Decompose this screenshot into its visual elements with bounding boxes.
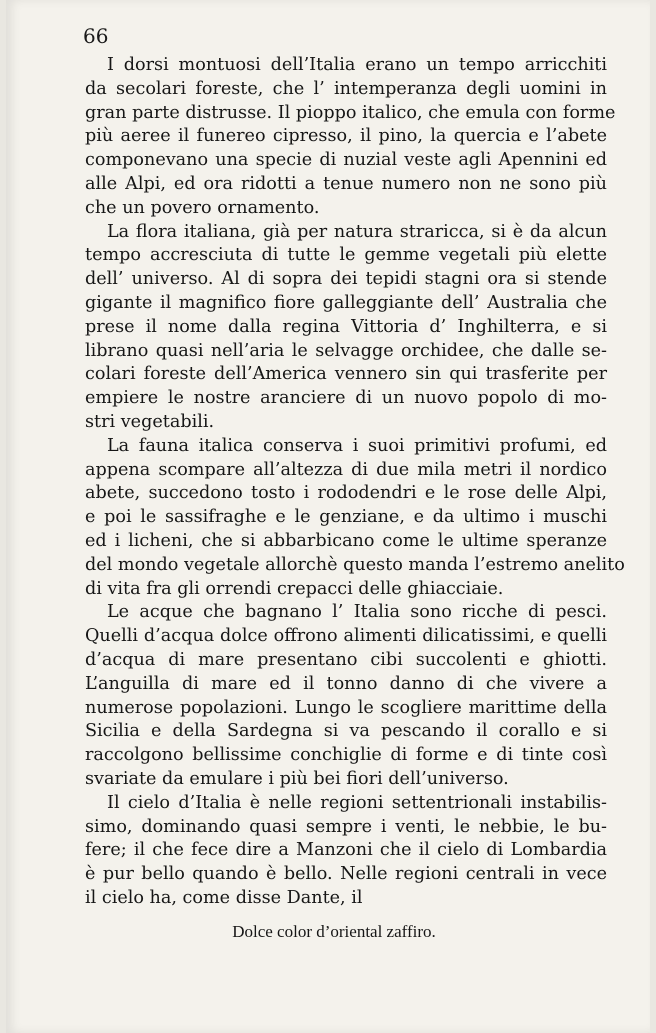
text-line: I dorsi montuosi dell’Italia erano un tempo arricchiti (107, 55, 607, 75)
text-line: La flora italiana, già per natura straricca, si è da alcun (107, 221, 607, 242)
text-line: appena scompare all’altezza di due mila metri il nordico (85, 459, 607, 480)
text-line: L’anguilla di mare ed il tonno danno di che vivere a (85, 673, 607, 694)
text-line: stri vegetabili. (85, 411, 215, 432)
text-line: Quelli d’acqua dolce offrono alimenti dilicatissimi, e quelli (85, 626, 607, 647)
text-line: tempo accresciuta di tutte le gemme vegetali più elette (85, 245, 607, 266)
text-line: empiere le nostre aranciere di un nuovo popolo di mo- (85, 388, 607, 409)
text-line: colari foreste dell’America vennero sin qui trasferite per (85, 364, 607, 385)
text-line: che un povero ornamento. (85, 197, 320, 218)
text-line: più aeree il funereo cipresso, il pino, la quercia e l’abete (85, 126, 607, 147)
text-line: da secolari foreste, che l’ intemperanza degli uomini in (85, 78, 607, 99)
text-line: di vita fra gli orrendi crepacci delle ghiacciaie. (85, 578, 504, 599)
text-line: La fauna italica conserva i suoi primitivi profumi, ed (107, 435, 607, 456)
text-line: e poi le sassifraghe e le genziane, e da ultimo i muschi (85, 507, 607, 528)
text-line: prese il nome dalla regina Vittoria d’ Inghilterra, e si (85, 316, 607, 337)
text-line: svariate da emulare i più bei fiori dell’universo. (85, 768, 509, 789)
text-line: simo, dominando quasi sempre i venti, le nebbie, le bu- (85, 816, 607, 837)
text-line: è pur bello quando è bello. Nelle regioni centrali in vece (85, 864, 607, 885)
text-line: fere; il che fece dire a Manzoni che il cielo di Lombardia (85, 840, 607, 861)
body-text (85, 54, 625, 911)
text-line: d’acqua di mare presentano cibi succolenti e ghiotti. (85, 649, 607, 670)
text-line: raccolgono bellissime conchiglie di forme e di tinte così (85, 745, 607, 766)
text-line: alle Alpi, ed ora ridotti a tenue numero non ne sono più (85, 173, 607, 194)
book-page (6, 0, 650, 1033)
text-line: il cielo ha, come disse Dante, il (85, 887, 363, 908)
text-line: del mondo vegetale allorchè questo manda l’estremo anelito (85, 554, 625, 575)
text-line: dell’ universo. Al di sopra dei tepidi stagni ora si stende (85, 269, 607, 290)
page-number: 66 (83, 24, 109, 48)
text-line: numerose popolazioni. Lungo le scogliere marittime della (85, 697, 607, 718)
text-line: gigante il magnifico fiore galleggiante dell’ Australia che (85, 292, 607, 313)
text-line: Sicilia e della Sardegna si va pescando il corallo e si (85, 721, 607, 742)
text-line: componevano una specie di nuzial veste agli Apennini ed (85, 150, 607, 171)
text-line: Il cielo d’Italia è nelle regioni settentrionali instabilis- (107, 792, 607, 813)
text-line: Le acque che bagnano l’ Italia sono ricche di pesci. (107, 602, 607, 623)
quoted-verse: Dolce color d’oriental zaffiro. (232, 922, 436, 941)
text-line: ed i licheni, che si abbarbicano come le ultime speranze (85, 530, 607, 551)
text-line: abete, succedono tosto i rododendri e le rose delle Alpi, (85, 483, 607, 504)
text-line: gran parte distrusse. Il pioppo italico, che emula con forme (85, 102, 616, 123)
text-line: librano quasi nell’aria le selvagge orchidee, che dalle se- (85, 340, 607, 361)
